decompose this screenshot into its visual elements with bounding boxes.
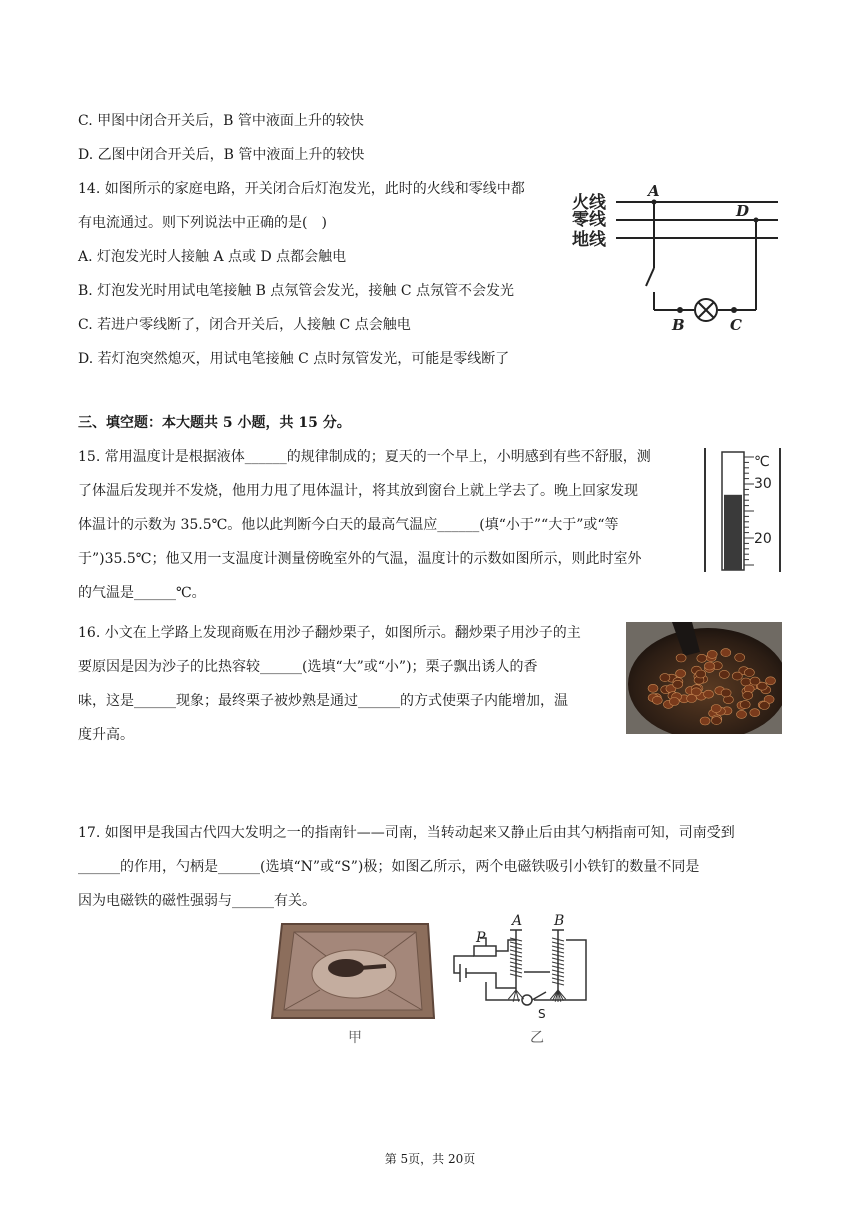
point-b-label: B [672,316,685,334]
point-c-label: C [730,316,742,334]
figure-jia-caption: 甲 [348,1030,362,1046]
chestnut [766,677,776,685]
chestnut [759,702,769,710]
q15-line4: 于”)35.5℃；他又用一支温度计测量傍晚室外的气温，温度计的示数如图所示，则此时室外 [78,551,642,567]
switch [646,268,654,286]
chestnut [740,701,750,709]
chestnut [721,689,731,697]
switch-label: S [538,1007,546,1021]
q13-option-d: D. 乙图中闭合开关后，B 管中液面上升的较快 [78,147,365,163]
q15-line5: 的气温是______℃。 [78,585,206,601]
q14-stem-line2: 有电流通过。则下列说法中正确的是( ) [78,215,327,231]
chestnut [735,654,745,662]
q16-line2: 要原因是因为沙子的比热容较______(选填“大”或“小”)；栗子飘出诱人的香 [78,659,538,675]
q13-option-c: C. 甲图中闭合开关后，B 管中液面上升的较快 [78,113,364,129]
thermometer-tick-20: 20 [754,531,772,547]
point-a-label: A [648,182,660,200]
chestnut [750,677,760,685]
chestnut [704,690,714,698]
q14-option-c: C. 若进户零线断了，闭合开关后，人接触 C 点会触电 [78,317,411,333]
chestnut [673,680,683,688]
q16-line1: 16. 小文在上学路上发现商贩在用沙子翻炒栗子，如图所示。翻炒栗子用沙子的主 [78,625,581,641]
neutral-wire-label: 零线 [572,210,606,230]
chestnut [721,649,731,657]
chestnut [737,710,747,718]
chestnut [700,717,710,725]
spoon-icon [328,959,364,977]
section-heading: 三、填空题：本大题共 5 小题，共 15 分。 [78,415,351,431]
chestnut [648,684,658,692]
thermometer-tick-30: 30 [754,476,772,492]
thermometer-liquid [724,495,742,570]
live-wire-label: 火线 [572,193,606,213]
thermometer-figure [704,448,782,572]
electromagnet-b-label: B [554,913,565,929]
q17-line3: 因为电磁铁的磁性强弱与______有关。 [78,893,316,909]
chestnut [744,669,754,677]
chestnut [660,674,670,682]
rheostat-slider-label: P [476,930,486,946]
q15-line3: 体温计的示数为 35.5℃。他以此判断今白天的最高气温应______(填“小于”“大于”或“等 [78,517,619,533]
q16-line3: 味，这是______现象；最终栗子被炒熟是通过______的方式使栗子内能增加，温 [78,693,568,709]
electromagnet-a-label: A [512,913,523,929]
point-d-label: D [736,202,750,220]
ground-wire-label: 地线 [572,230,606,250]
chestnut [719,670,729,678]
chestnut [743,691,753,699]
q17-line1: 17. 如图甲是我国古代四大发明之一的指南针——司南，当转动起来又静止后由其勺柄指南可知，司南受到 [78,825,735,841]
chestnut [705,662,715,670]
page-number: 第 5页，共 20页 [384,1152,476,1166]
figure-yi-caption: 乙 [530,1030,544,1046]
chestnut [707,650,717,658]
sinan-compass-figure [268,918,438,1046]
chestnut [669,698,679,706]
chestnut [676,670,686,678]
chestnut [711,705,721,713]
q16-line4: 度升高。 [78,727,134,743]
q14-stem-line1: 14. 如图所示的家庭电路，开关闭合后灯泡发光，此时的火线和零线中都 [78,181,525,197]
chestnut [652,696,662,704]
q15-line1: 15. 常用温度计是根据液体______的规律制成的；夏天的一个早上，小明感到有些不舒服，测 [78,449,651,465]
thermometer-unit: ℃ [754,454,770,470]
chestnut [697,654,707,662]
chestnut [712,717,722,725]
q17-line2: ______的作用，勺柄是______(选填“N”或“S”)极；如图乙所示，两个电磁铁吸引小铁钉的数量不同是 [78,859,700,875]
roasting-chestnuts-photo [626,622,782,734]
household-circuit-figure [572,182,784,334]
q14-option-a: A. 灯泡发光时人接触 A 点或 D 点都会触电 [78,249,347,265]
q14-option-d: D. 若灯泡突然熄灭，用试电笔接触 C 点时氖管发光，可能是零线断了 [78,351,510,367]
chestnut [676,654,686,662]
q14-option-b: B. 灯泡发光时用试电笔接触 B 点氖管会发光，接触 C 点氖管不会发光 [78,283,514,299]
q15-line2: 了体温后发现并不发烧，他用力甩了甩体温计，将其放到窗台上就上学去了。晚上回家发现 [78,483,638,499]
chestnut [732,672,742,680]
chestnut [696,670,706,678]
chestnut [687,695,697,703]
chestnut [750,709,760,717]
electromagnet-circuit-figure [446,912,596,1048]
